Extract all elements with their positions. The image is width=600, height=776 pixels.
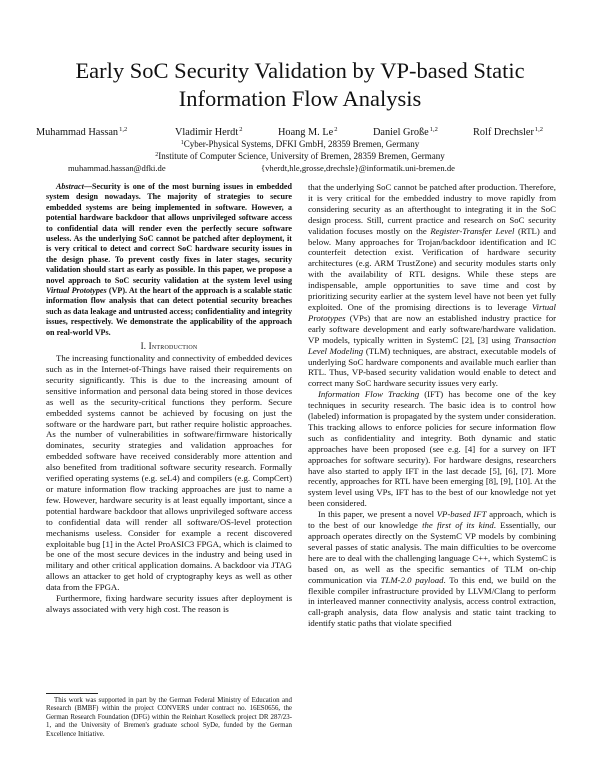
- paper-title: Early SoC Security Validation by VP-based Static Information Flow Analysis: [75, 58, 525, 111]
- body-emphasis: VP-based IFT: [436, 509, 487, 520]
- affiliation-mark: 1: [180, 140, 184, 146]
- body-emphasis: Transaction Level Modeling: [308, 334, 556, 356]
- author-list: [36, 123, 580, 137]
- author-name: Vladimir Herdt: [175, 127, 239, 138]
- author-affiliation-mark: 2: [239, 126, 243, 133]
- author-affiliation-mark: 2: [334, 126, 338, 133]
- body-text: (IFT) has become one of the key techniques in security research. The basic idea is to control how (labeled) information is propagated by the system under consideration. This tracking allows to enforce policies for secure information flow such as confidentiality and integrity. Both dynamic and static approaches have been proposed (see e.g. [4] for a survey on IFT approaches for software security). For hardware designs, researchers have also started to apply IFT in the last decade [5], [6], [7]. More recently, approaches for RTL have been emerging [8], [9], [10]. At the system level using VPs, IFT has to the best of our knowledge not yet been considered.: [308, 389, 556, 509]
- abstract-emphasis: Virtual Prototypes: [46, 286, 107, 296]
- body-text: (RTL) and below. Many approaches for Trojan/backdoor identification and IC counterfeit detection exist. Verification of hardware security architectures (e.g. ARM TrustZone) and security modules starts only with the availability of RTL designs. While these steps are indispensable, ample opportunities to save time and cost by prioritizing security earlier at the system level have not been yet fully exploited. One of the promising directions is to leverage: [308, 225, 556, 312]
- author-name: Rolf Drechsler: [473, 127, 534, 138]
- body-paragraph: The increasing functionality and connectivity of embedded devices such as in the Internet-of-Things have raised their requirements on security significantly. This is due to the increasing amount of sensitive information and personal data being stored in those devices as well as the security-critical functions they perform. Secure embedded systems cannot be achieved by focusing on just the software or the hardware part, but rather require holistic approaches. As the number of vulnerabilities in software/firmware historically dominates, security strategies and validation approaches for embedded software have received considerably more attention and also benefited from traditional software security research. Formally verified operating systems (e.g. seL4) and compilers (e.g. CompCert) or mature information flow tracking approaches are just to name a few. However, hardware security is at least equally important, since a potential hardware backdoor that allows unprivileged software access to confidential data will render all software/OS-level protection mechanisms useless. Consider for example a recent discovered exploitable bug [1] in the Actel ProASIC3 FPGA, which is claimed to be one of the most secure devices in the industry and being used in military and other critical application domains. A backdoor via JTAG allows an attacker to get hold of cryptography keys as well as other data from the FPGA.: [46, 353, 292, 593]
- body-paragraph: [308, 182, 556, 389]
- body-text: . To this end, we build on the flexible compiler infrastructure provided by LLVM/Clang to perform in interleaved manner connectivity analysis, access control extraction, call-graph analysis, data flow analysis and static taint tracking to identify static paths that violate specified: [308, 574, 557, 629]
- body-text: that the underlying SoC cannot be patched after production. Therefore, it is very critical for the embedded industry to move rapidly from considering security as an afterthought to integrating it in the SoC design process. Still, current practice and research on SoC security validation focuses mostly on the: [308, 182, 556, 236]
- body-emphasis: Virtual Prototypes: [308, 301, 556, 323]
- body-text: approach, which is to the best of our knowledge: [308, 509, 556, 531]
- affiliation: [20, 138, 580, 150]
- footnote: This work was supported in part by the German Federal Ministry of Education and Research (BMBF) within the project CONVERS under contract no. 16ES0656, the German Research Foundation (DFG) within the Reinhart Koselleck project DR 287/23-1, and the University of Bremen's graduate school SyDe, funded by the German Excellence Initiative.: [46, 697, 292, 738]
- author-affiliation-mark: 1,2: [534, 126, 544, 133]
- author-name: Hoang M. Le: [278, 127, 334, 138]
- body-emphasis: TLM-2.0 payload: [380, 574, 444, 585]
- right-column: [308, 182, 556, 629]
- email-line: [20, 163, 580, 174]
- affiliation-text: Institute of Computer Science, University of Bremen, 28359 Bremen, Germany: [158, 151, 445, 161]
- author-name: Muhammad Hassan: [36, 127, 119, 138]
- affiliation: [20, 150, 580, 162]
- email-address[interactable]: {vherdt,hle,grosse,drechsle}@informatik.uni-bremen.de: [261, 163, 455, 173]
- body-paragraph: [308, 389, 556, 509]
- section-heading: I. Introduction: [140, 341, 198, 352]
- body-text: . Essentially, our approach operates directly on the SystemC VP models by combining several passes of static analysis. The main difficulties to be overcome here are to deal with the challenging language C++, which SystemC is based on, as well as the specific semantics of TLM on-chip communication via: [308, 520, 556, 585]
- author-affiliation-mark: 1,2: [119, 126, 128, 133]
- body-paragraph: [308, 509, 556, 629]
- affiliation-text: Cyber-Physical Systems, DFKI GmbH, 28359 Bremen, Germany: [183, 139, 420, 149]
- left-column: [46, 182, 292, 615]
- body-paragraph: Furthermore, fixing hardware security issues after deployment is always associated with very high cost. The reason is: [46, 593, 292, 614]
- email-address[interactable]: muhammad.hassan@dfki.de: [68, 163, 166, 173]
- body-emphasis: Register-Transfer Level: [430, 225, 515, 236]
- affiliation-mark: 2: [155, 152, 159, 158]
- body-text: (VPs) that are now an established industry practice for early software development and early software/hardware validation. VP models, typically written in SystemC [2], [3] using: [308, 312, 556, 345]
- author-name: Daniel Große: [373, 127, 429, 138]
- abstract-label: Abstract: [56, 182, 84, 191]
- abstract-text: (VP). At the heart of the approach is a scalable static information flow analysis that can detect potential security breaches such as data leakage and untrusted access; confidentiality and integrity issues, respectively. We demonstrate the applicability of the approach on real-world VPs.: [46, 286, 292, 337]
- abstract: [46, 182, 292, 338]
- body-emphasis: the first of its kind: [422, 520, 494, 531]
- abstract-text: —Security is one of the most burning issues in embedded system design nowadays. The majority of strategies to secure embedded systems are being implemented in software. However, a potential hardware backdoor that allows unprivileged software access to confidential data will render even the perfectly secure software useless. As the underlying SoC cannot be patched after deployment, it is very critical to detect and correct SoC hardware security issues in the design phase. To prevent costly fixes in later stages, security validation should start as early as possible. In this paper, we propose a novel approach to SoC security validation at the system level using: [46, 182, 292, 285]
- author-affiliation-mark: 1,2: [429, 126, 438, 133]
- body-text: (TLM) techniques, are abstract, executable models of underlying SoC hardware components and available much earlier than RTL. Thus, VP-based security validation would enable to detect and correct many SoC hardware security issues very early.: [308, 345, 557, 389]
- body-text: In this paper, we present a novel: [318, 509, 437, 520]
- footnote-divider: [46, 693, 98, 694]
- body-emphasis: Information Flow Tracking: [318, 389, 420, 400]
